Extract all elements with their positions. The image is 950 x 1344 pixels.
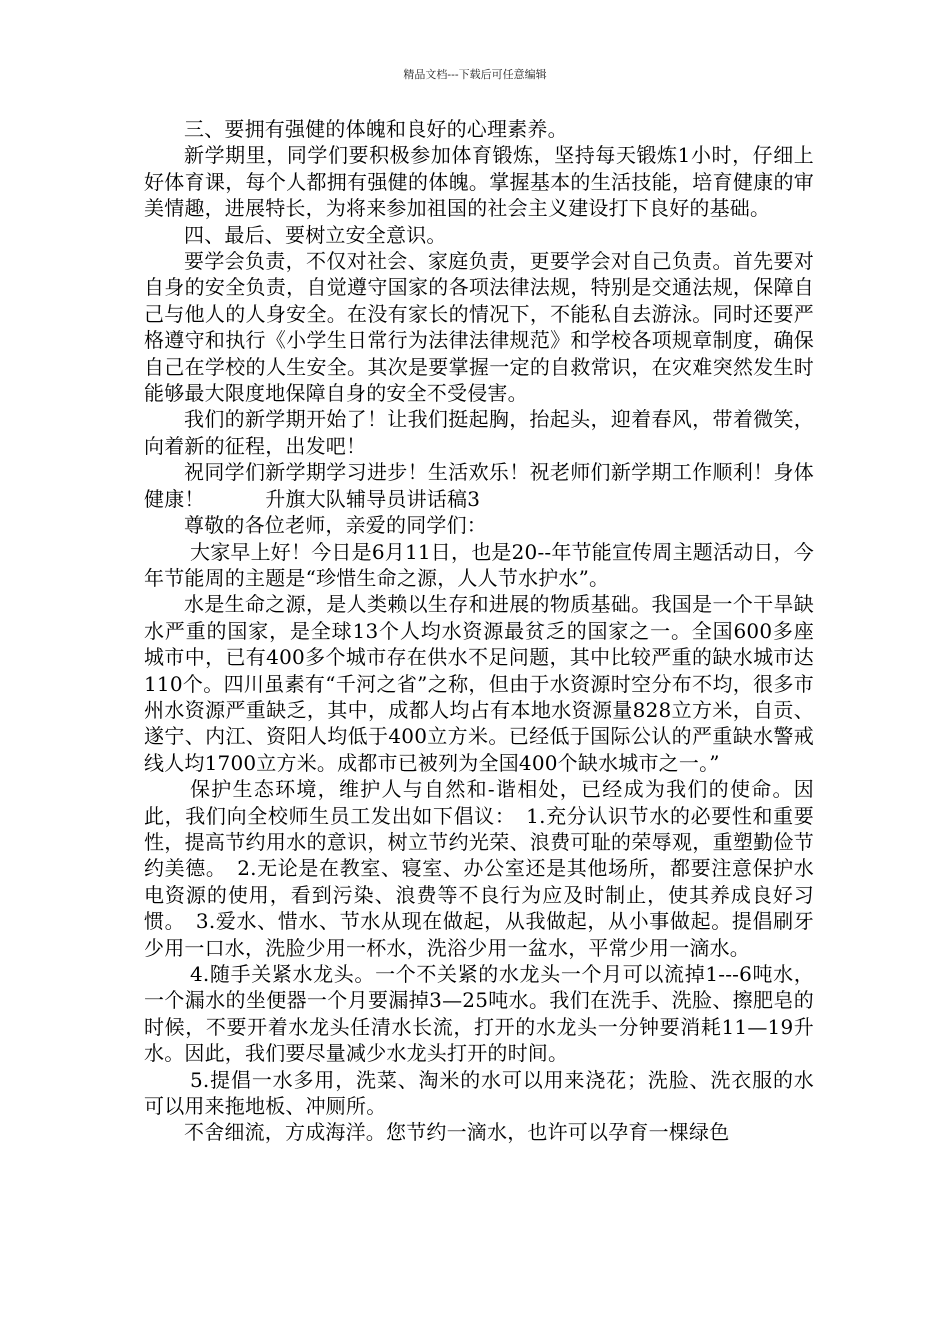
paragraph: 三、要拥有强健的体魄和良好的心理素养。	[184, 117, 568, 141]
paragraph: 不舍细流，方成海洋。您节约一滴水，也许可以孕育一棵绿色	[184, 1120, 730, 1145]
paragraph: 保护生态环境，维护人与自然和-谐相处，已经成为我们的使命。因此，我们向全校师生员工发出如下倡议： 1.充分认识节水的必要性和重要性，提高节约用水的意识，树立节约光荣、浪费可耻的荣辱观，重塑勤俭节约美德。 2.无论是在教室、寝室、办公室还是其他场所，都要注意保护水电资源的使用，看到污染、浪费等不良行为应及时制止，使其养成良好习惯。 3.爱水、惜水、节水从现在做起，从我做起，从小事做起。提倡刷牙少用一口水，洗脸少用一杯水，洗浴少用一盆水，平常少用一滴水。	[144, 777, 814, 960]
paragraph: 我们的新学期开始了！让我们挺起胸，抬起头，迎着春风，带着微笑，向着新的征程，出发吧！	[144, 407, 814, 458]
paragraph: 尊敬的各位老师，亲爱的同学们：	[184, 513, 487, 538]
page-header: 精品文档---下载后可任意编辑	[403, 68, 547, 81]
paragraph: 祝同学们新学期学习进步！生活欢乐！祝老师们新学期工作顺利！身体健康！ 升旗大队辅导员讲话稿3	[144, 460, 814, 511]
paragraph: 大家早上好！今日是6月11日，也是20--年节能宣传周主题活动日，今年节能周的主题是“珍惜生命之源，人人节水护水”。	[144, 539, 814, 590]
paragraph: 水是生命之源，是人类赖以生存和进展的物质基础。我国是一个干旱缺水严重的国家，是全球13个人均水资源最贫乏的国家之一。全国600多座城市中，已有400多个城市存在供水不足问题，其中比较严重的缺水城市达110个。四川虽素有“千河之省”之称，但由于水资源时空分布不均，很多市州水资源严重缺乏，其中，成都人均占有本地水资源量828立方米，自贡、遂宁、内江、资阳人均低于400立方米。已经低于国际公认的严重缺水警戒线人均1700立方米。成都市已被列为全国400个缺水城市之一。”	[144, 592, 814, 775]
paragraph: 新学期里，同学们要积极参加体育锻炼，坚持每天锻炼1小时，仔细上好体育课，每个人都拥有强健的体魄。掌握基本的生活技能，培育健康的审美情趣，进展特长，为将来参加祖国的社会主义建设打下良好的基础。	[144, 143, 814, 221]
document-body	[144, 116, 814, 1146]
paragraph: 要学会负责，不仅对社会、家庭负责，更要学会对自己负责。首先要对自身的安全负责，自觉遵守国家的各项法律法规，特别是交通法规，保障自己与他人的人身安全。在没有家长的情况下，不能私自去游泳。同时还要严格遵守和执行《小学生日常行为法律法律规范》和学校各项规章制度，确保自己在学校的人生安全。其次是要掌握一定的自救常识，在灾难突然发生时能够最大限度地保障自身的安全不受侵害。	[144, 249, 814, 406]
paragraph: 5.提倡一水多用，洗菜、淘米的水可以用来浇花；洗脸、洗衣服的水可以用来拖地板、冲厕所。	[144, 1067, 814, 1119]
paragraph: 4.随手关紧水龙头。一个不关紧的水龙头一个月可以流掉1---6吨水，一个漏水的坐便器一个月要漏掉3—25吨水。我们在洗手、洗脸、擦肥皂的时候，不要开着水龙头任清水长流，打开的水龙头一分钟要消耗11—19升水。因此，我们要尽量减少水龙头打开的时间。	[144, 962, 814, 1066]
paragraph: 四、最后、要树立安全意识。	[184, 222, 447, 247]
